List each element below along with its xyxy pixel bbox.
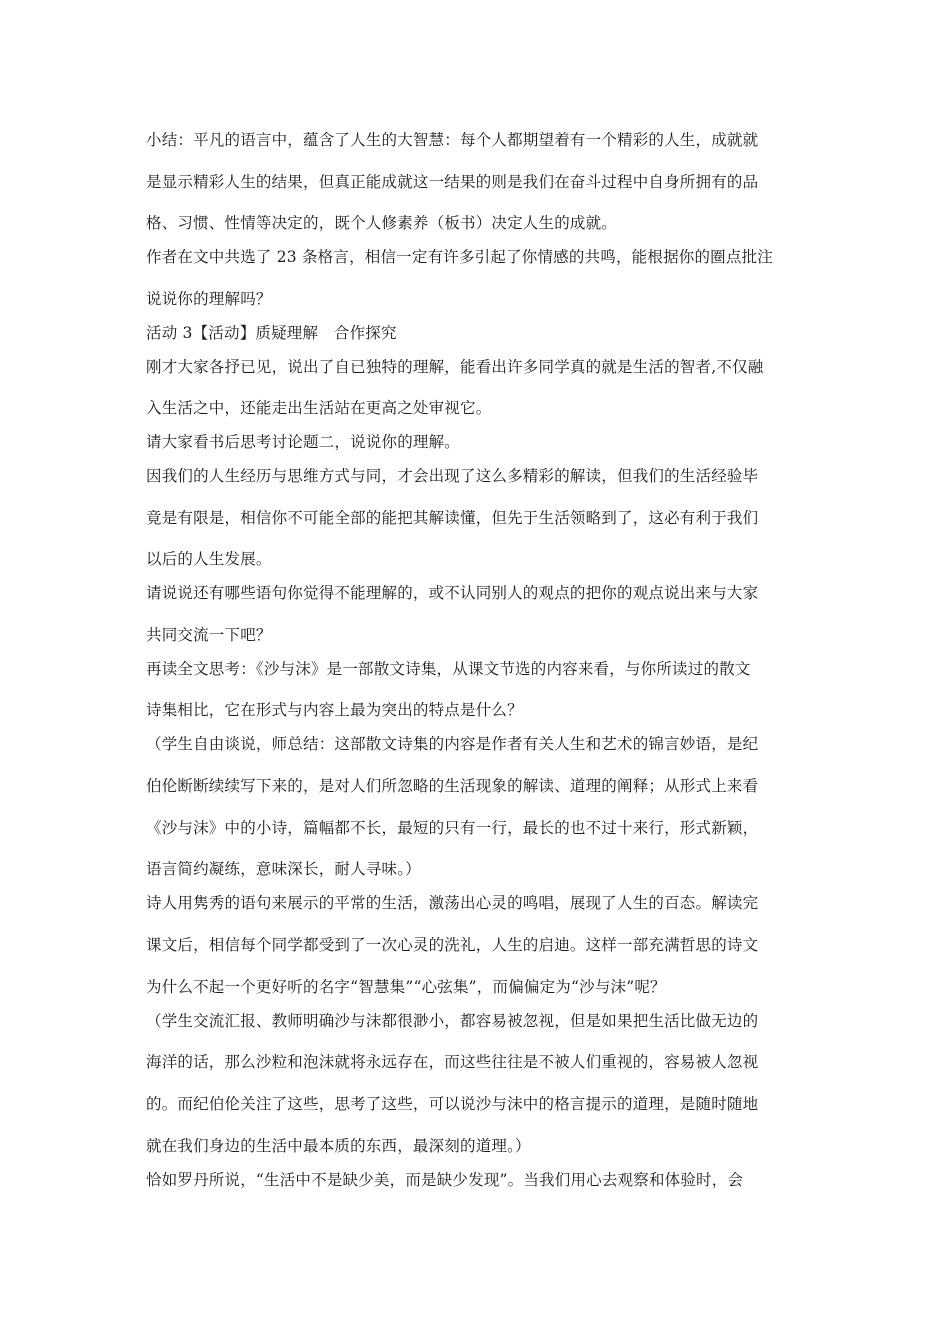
text-line: 小结：平凡的语言中，蕴含了人生的大智慧：每个人都期望着有一个精彩的人生，成就就: [146, 131, 759, 149]
text-line: 海洋的话，那么沙粒和泡沫就将永远存在，而这些往往是不被人们重视的，容易被人忽视: [146, 1053, 759, 1071]
text-line: （学生自由谈说，师总结：这部散文诗集的内容是作者有关人生和艺术的锦言妙语，是纪: [146, 735, 759, 753]
text-line: 恰如罗丹所说，“生活中不是缺少美，而是缺少发现”。当我们用心去观察和体验时，会: [146, 1171, 744, 1189]
text-line: 诗人用隽秀的语句来展示的平常的生活，激荡出心灵的鸣唱，展现了人生的百态。解读完: [146, 894, 759, 912]
text-line: 语言简约凝练，意味深长，耐人寻味。）: [146, 860, 421, 878]
text-line: 共同交流一下吧？: [146, 626, 272, 644]
text-line: 格、习惯、性情等决定的，既个人修素养（板书）决定人生的成就。: [146, 214, 618, 232]
text-line: 再读全文思考：《沙与沫》是一部散文诗集，从课文节选的内容来看，与你所读过的散文: [146, 660, 751, 678]
text-line: 刚才大家各抒已见，说出了自已独特的理解，能看出许多同学真的就是生活的智者,不仅融: [146, 358, 764, 376]
text-line: 因我们的人生经历与思维方式与同，才会出现了这么多精彩的解读，但我们的生活经验毕: [146, 467, 759, 485]
text-line: 课文后，相信每个同学都受到了一次心灵的洗礼，人生的启迪。这样一部充满哲思的诗文: [146, 936, 759, 954]
text-line: 说说你的理解吗？: [146, 290, 272, 308]
text-line: 是显示精彩人生的结果，但真正能成就这一结果的则是我们在奋斗过程中自身所拥有的品: [146, 173, 759, 191]
text-line: 伯伦断断续续写下来的，是对人们所忽略的生活现象的解读、道理的阐释；从形式上来看: [146, 777, 759, 795]
text-line: 以后的人生发展。: [146, 550, 272, 568]
text-line: 请大家看书后思考讨论题二，说说你的理解。: [146, 433, 461, 451]
text-line: 就在我们身边的生活中最本质的东西，最深刻的道理。）: [146, 1137, 531, 1155]
text-line: 《沙与沫》中的小诗，篇幅都不长，最短的只有一行，最长的也不过十来行，形式新颖，: [146, 819, 759, 837]
section-heading: 活动 3【活动】质疑理解 合作探究: [146, 324, 397, 342]
text-line: 为什么不起一个更好听的名字“智慧集”“心弦集”，而偏偏定为“沙与沫”呢？: [146, 978, 666, 996]
text-line: （学生交流汇报、教师明确沙与沫都很渺小，都容易被忽视，但是如果把生活比做无边的: [146, 1012, 759, 1030]
text-line: 入生活之中，还能走出生活站在更高之处审视它。: [146, 399, 492, 417]
text-line: 请说说还有哪些语句你觉得不能理解的，或不认同别人的观点的把你的观点说出来与大家: [146, 584, 759, 602]
text-line: 的。而纪伯伦关注了这些，思考了这些，可以说沙与沫中的格言提示的道理，是随时随地: [146, 1095, 759, 1113]
text-line: 诗集相比，它在形式与内容上最为突出的特点是什么？: [146, 701, 523, 719]
text-line: 作者在文中共选了 23 条格言，相信一定有许多引起了你情感的共鸣，能根据你的圈点批注: [146, 248, 773, 266]
text-line: 竟是有限是，相信你不可能全部的能把其解读懂，但先于生活领略到了，这必有利于我们: [146, 509, 759, 527]
